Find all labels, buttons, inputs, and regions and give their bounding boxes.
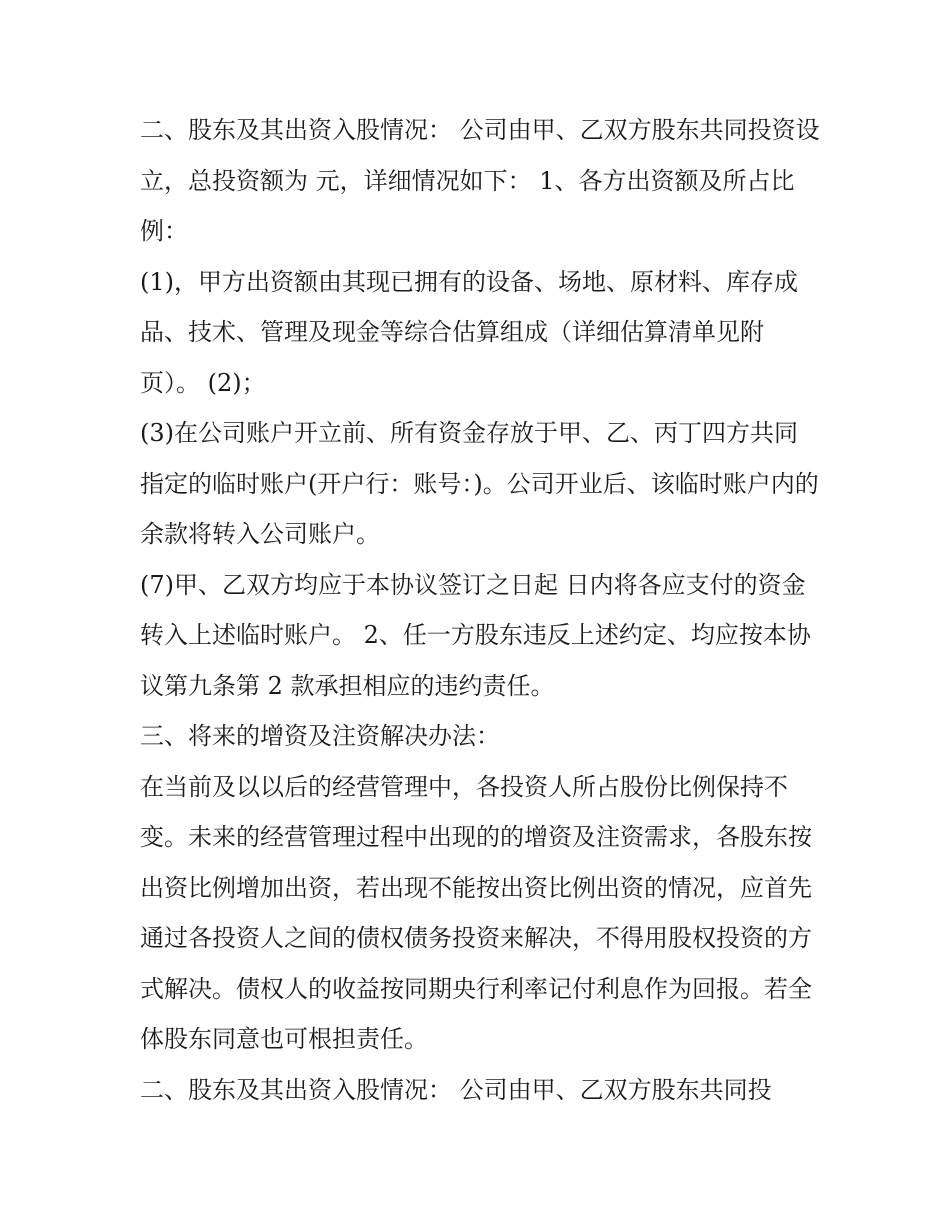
paragraph-shareholders-repeat: 二、股东及其出资入股情况： 公司由甲、乙双方股东共同投 [140,1075,772,1104]
paragraph-capital-increase: 在当前及以以后的经营管理中，各投资人所占股份比例保持不变。未来的经营管理过程中出现的的增资及注资需求，各股东按出资比例增加出资，若出现不能按出资比例出资的情况，应首先通过各投资人之间的债权债务投资来解决，不得用股权投资的方式解决。债权人的收益按同期央行利率记付利息作为回报。若全体股东同意也可根担责任。 [140,772,812,1053]
paragraph-item-7: (7)甲、乙双方均应于本协议签订之日起 日内将各应支付的资金转入上述临时账户。 2、任一方股东违反上述约定、均应按本协议第九条第 2 款承担相应的违约责任。 [140,570,811,700]
paragraph-item-1: (1)，甲方出资额由其现已拥有的设备、场地、原材料、库存成品、技术、管理及现金等综合估算组成（详细估算清单见附页）。 (2)； [140,267,798,397]
paragraph-shareholders-contribution: 二、股东及其出资入股情况： 公司由甲、乙双方股东共同投资设立，总投资额为 元，详细情况如下： 1、各方出资额及所占比例： [140,116,820,245]
paragraph-item-3: (3)在公司账户开立前、所有资金存放于甲、乙、丙丁四方共同指定的临时账户(开户行：账号：)。公司开业后、该临时账户内的余款将转入公司账户。 [140,419,819,548]
document-body [140,105,820,1115]
section-heading-capital-increase: 三、将来的增资及注资解决办法： [140,722,500,750]
